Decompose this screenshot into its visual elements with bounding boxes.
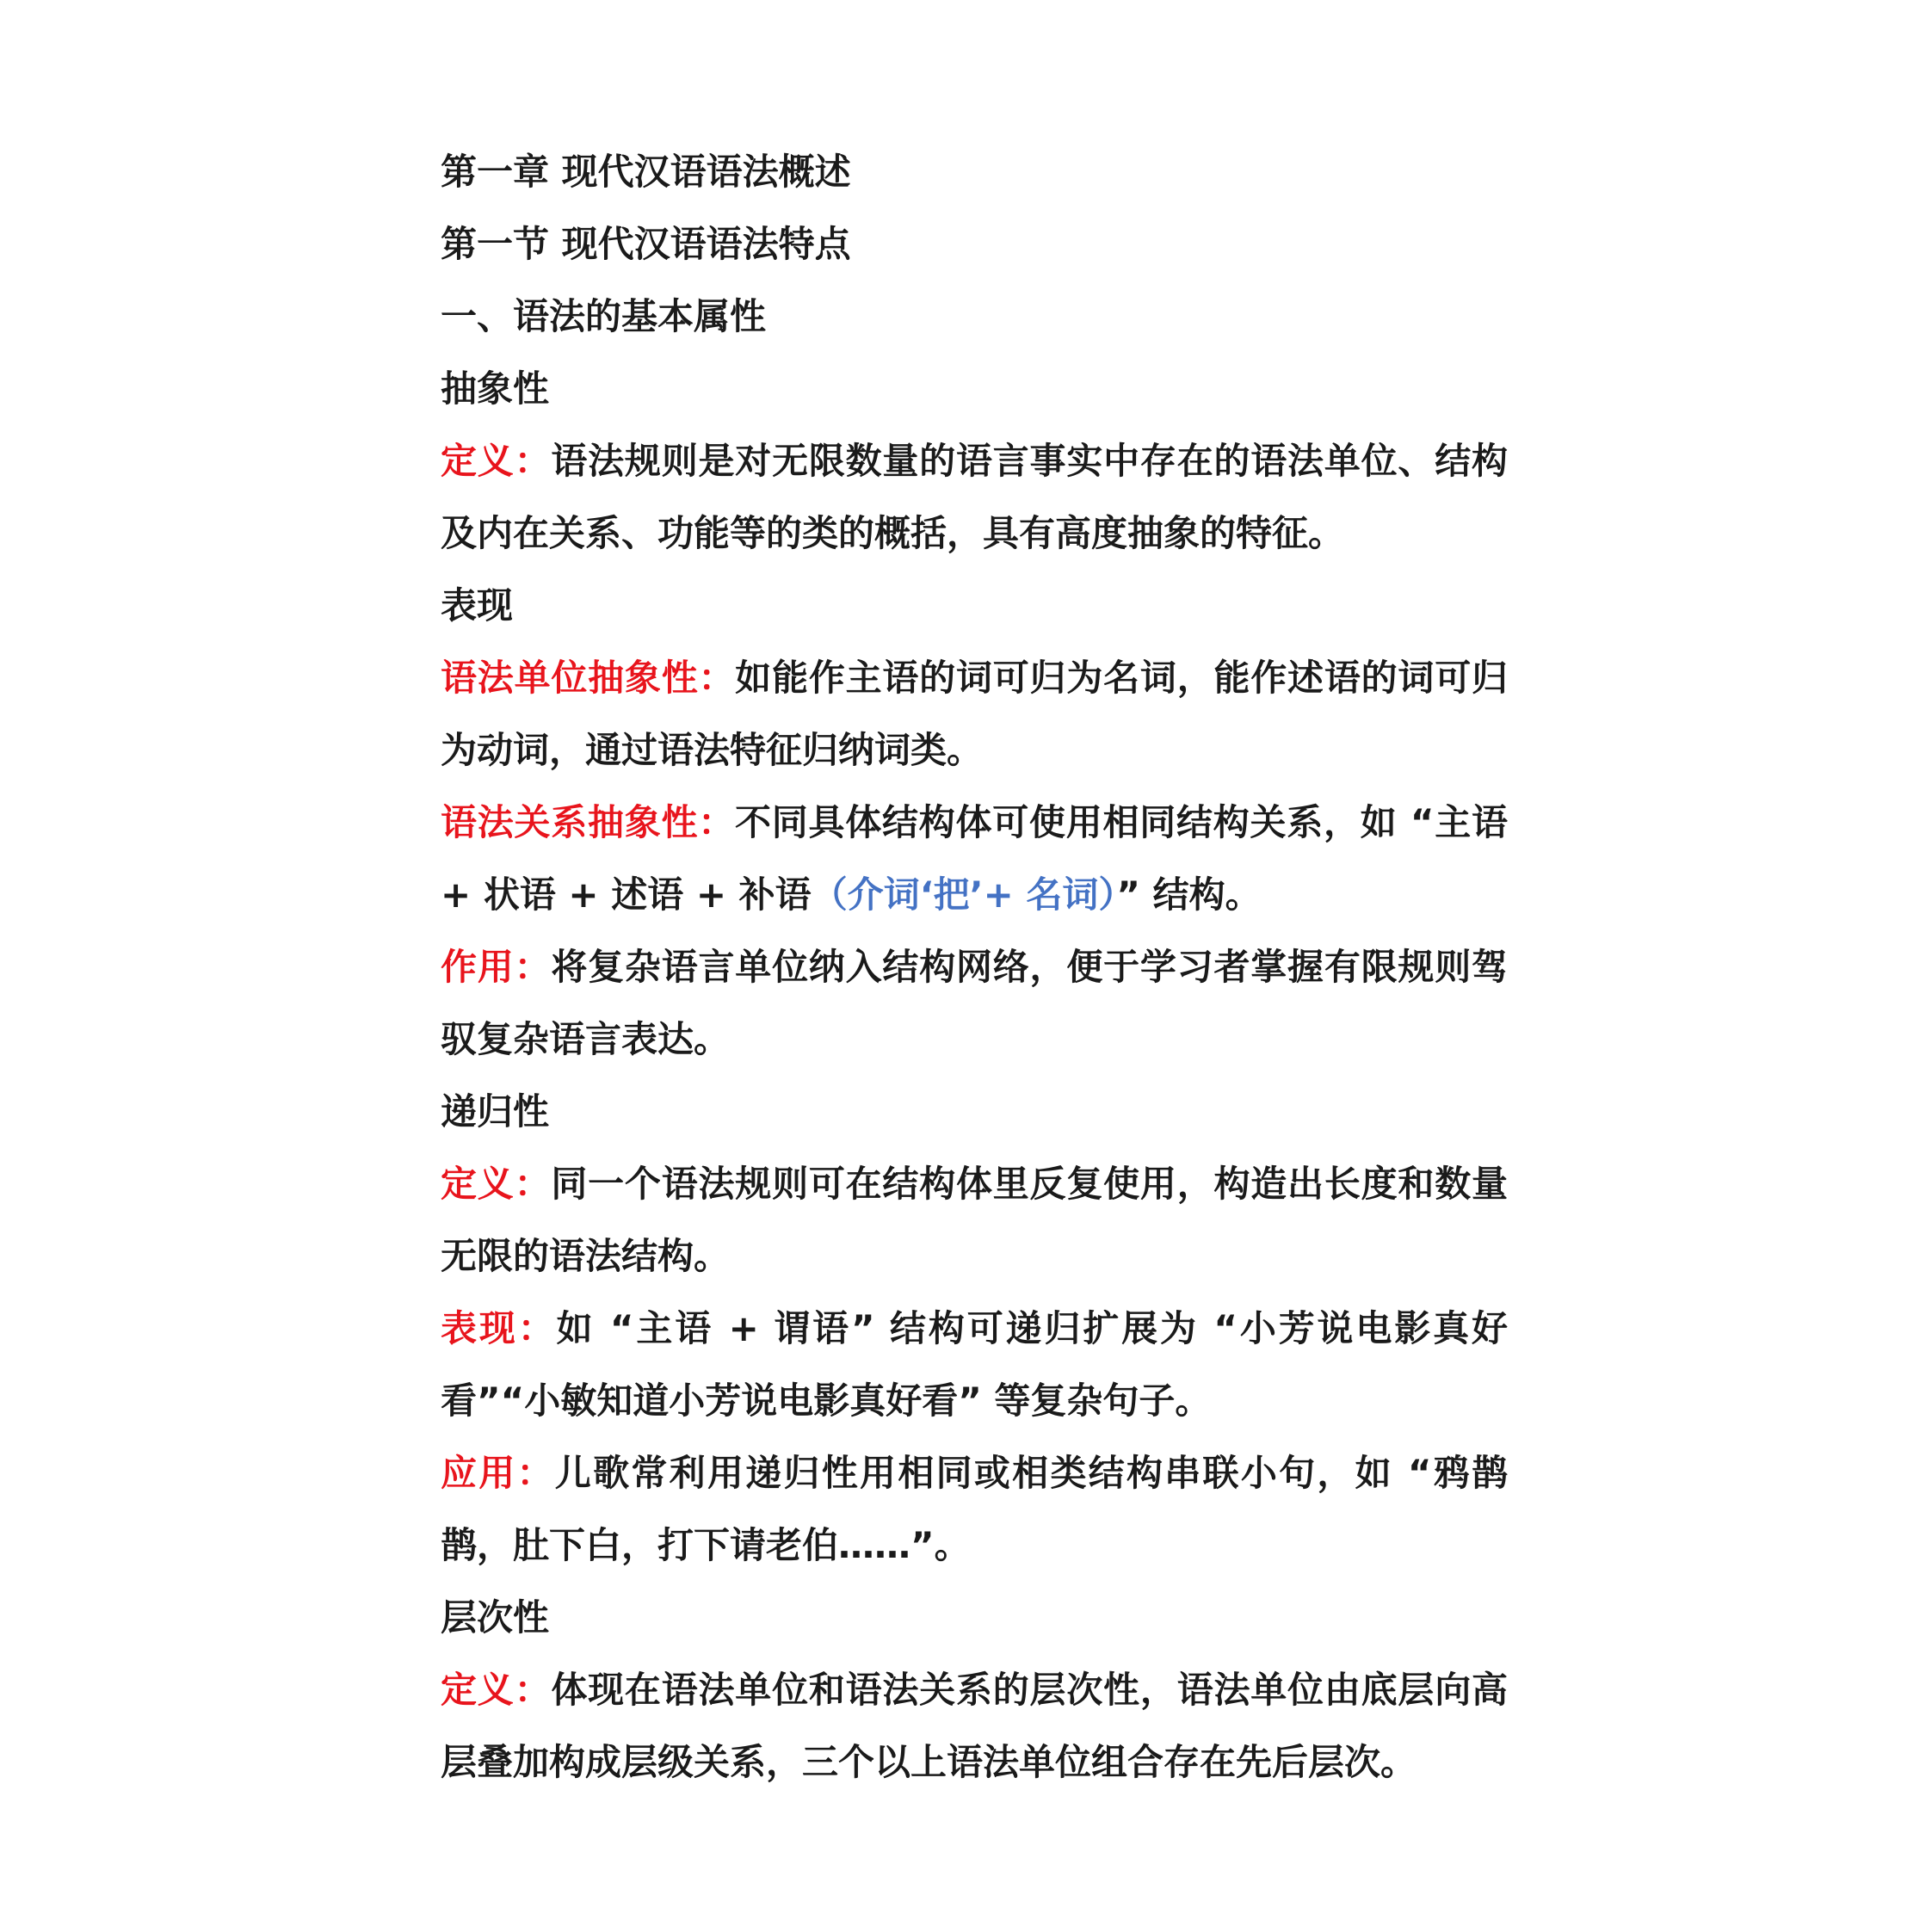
recursive-manifestation (441, 1293, 1508, 1437)
definition-label: 定义： (441, 1163, 552, 1205)
abstract-heading: 抽象性 (441, 367, 550, 410)
manifestation-heading: 表现 (441, 584, 514, 627)
application-text: 儿歌常利用递归性用相同或相类结构串联小句，如 “鸦鹊鹊，肚下白，打下请老伯……”。 (441, 1452, 1508, 1566)
application-label: 应用： (441, 1452, 555, 1494)
definition-label: 定义： (441, 440, 552, 482)
abstract-definition (441, 425, 1508, 570)
relation-label: 语法关系抽象性： (441, 801, 736, 843)
section-title: 第一节 现代汉语语法特点 (441, 223, 851, 265)
definition-text: 体现在语法单位和语法关系的层次性，语法单位由底层向高层叠加构成层级关系，三个以上语法单位组合存在先后层次。 (441, 1669, 1508, 1783)
definition-text: 同一个语法规则可在结构体里反复使用，构造出长度和数量无限的语法结构。 (441, 1163, 1508, 1277)
chapter-title: 第一章 现代汉语语法概述 (441, 151, 851, 193)
recursive-heading: 递归性 (441, 1090, 550, 1133)
unit-text: 如能作主语的词可归为名词，能作述语的词可归为动词，通过语法特征归纳词类。 (441, 657, 1508, 771)
relation-text-end: ” 结构。 (1116, 873, 1262, 916)
definition-text: 语法规则是对无限数量的语言事实中存在的语法单位、结构及内在关系、功能等的类的概括，具有高度抽象的特征。 (441, 440, 1508, 554)
relation-abstraction (441, 787, 1508, 931)
document-body (441, 136, 1508, 1799)
manifestation-text: 如 “主语 + 谓语” 结构可递归扩展为 “小芳说电影真好看”“小敏知道小芳说电影真好看” 等复杂句子。 (441, 1307, 1508, 1422)
abstract-function (441, 931, 1508, 1076)
unit-label: 语法单位抽象性： (441, 657, 736, 699)
hierarchical-definition (441, 1654, 1508, 1799)
definition-label: 定义： (441, 1669, 552, 1711)
manifestation-label: 表现： (441, 1307, 557, 1349)
unit-abstraction (441, 642, 1508, 787)
recursive-definition (441, 1148, 1508, 1293)
function-label: 作用： (441, 946, 552, 988)
hierarchical-heading: 层次性 (441, 1596, 550, 1639)
relation-text-highlight: （介词‘把’+ 名词） (811, 873, 1117, 916)
subsection-title: 一、语法的基本属性 (441, 295, 767, 337)
recursive-application (441, 1437, 1508, 1582)
relation-text: 不同具体结构体可使用相同结构关系，如 “主语 + 状语 + 述语 + 补语 (441, 801, 1508, 916)
function-text: 将复杂语言单位纳入结构网络，便于学习者掌握有限规则驾驭复杂语言表达。 (441, 946, 1508, 1060)
